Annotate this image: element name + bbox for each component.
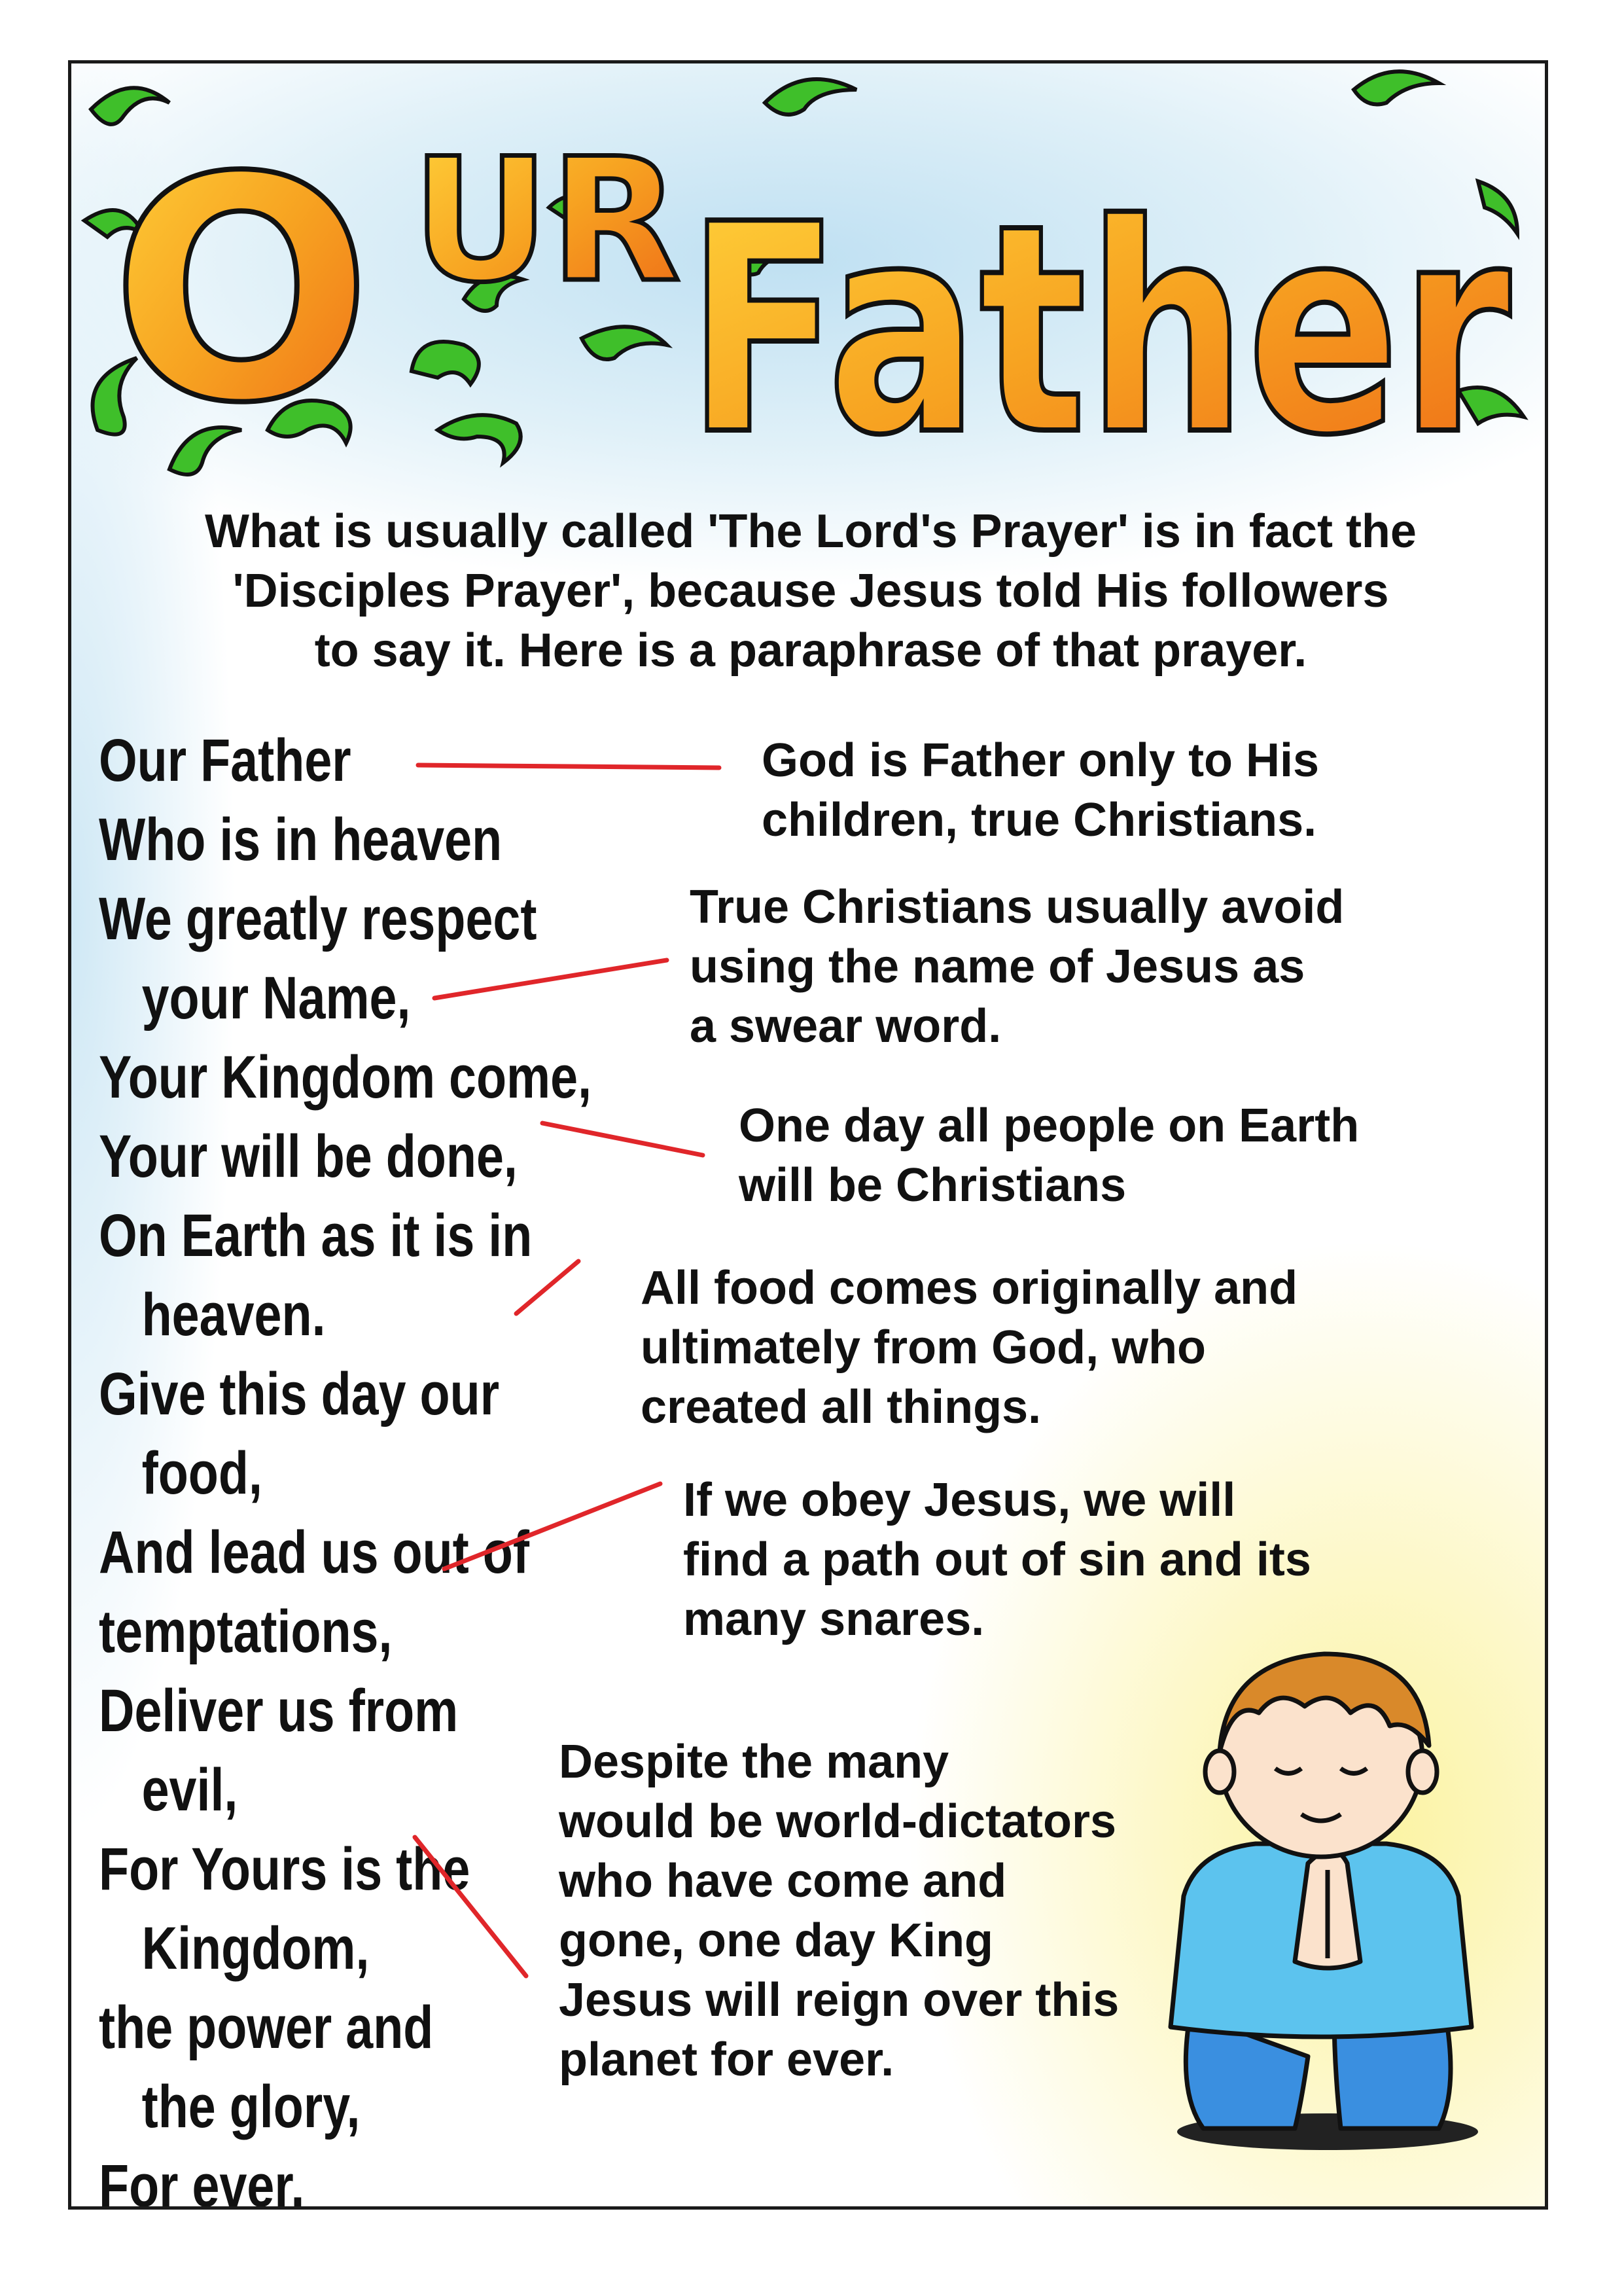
note-line: would be world-dictators — [559, 1795, 1117, 1848]
note-line: True Christians usually avoid — [690, 881, 1345, 933]
connector-father — [418, 765, 719, 768]
prayer-line: food, — [141, 1440, 262, 1507]
intro-line: 'Disciples Prayer', because Jesus told His followers — [232, 565, 1389, 617]
connector-food — [516, 1261, 578, 1314]
prayer-line: Your Kingdom come, — [99, 1044, 592, 1111]
note-line: Jesus will reign over this — [559, 1974, 1120, 2026]
prayer-line: the glory, — [141, 2073, 361, 2140]
note-line: using the name of Jesus as — [690, 941, 1305, 993]
note-line: One day all people on Earth — [739, 1100, 1360, 1152]
prayer-line: Who is in heaven — [99, 806, 503, 873]
prayer-line: On Earth as it is in — [99, 1202, 533, 1269]
note-line: will be Christians — [739, 1159, 1127, 1211]
prayer-line: heaven. — [141, 1282, 326, 1348]
intro-line: to say it. Here is a paraphrase of that prayer. — [314, 624, 1307, 677]
prayer-line: temptations, — [99, 1598, 393, 1665]
note-line: Despite the many — [559, 1736, 949, 1788]
prayer-line: Deliver us from — [99, 1677, 459, 1744]
note-line: created all things. — [641, 1381, 1042, 1433]
prayer-line: Your will be done, — [99, 1123, 518, 1190]
prayer-line: And lead us out of — [99, 1519, 529, 1586]
title-father: Father — [686, 163, 1513, 498]
note-line: a swear word. — [690, 1000, 1002, 1052]
note-line: many snares. — [683, 1593, 985, 1645]
title-letter-o: O — [111, 112, 372, 470]
praying-boy-illustration — [1138, 1647, 1504, 2158]
prayer-line: your Name, — [141, 965, 411, 1031]
note-father — [762, 731, 1319, 850]
note-line: God is Father only to His — [762, 734, 1320, 787]
title-letters-ur: UR — [412, 122, 681, 320]
note-name — [690, 878, 1344, 1056]
note-line: find a path out of sin and its — [683, 1534, 1311, 1586]
prayer-line: Give this day our — [99, 1361, 500, 1427]
prayer-line: Our Father — [99, 727, 351, 794]
poster — [68, 60, 1548, 2210]
connector-temptation — [444, 1484, 660, 1569]
prayer-line: For Yours is the — [99, 1836, 470, 1903]
connector-name — [434, 960, 667, 998]
prayer-line: For ever. — [99, 2153, 305, 2210]
note-line: ultimately from God, who — [641, 1321, 1207, 1374]
note-earth — [739, 1096, 1359, 1215]
note-line: gone, one day King — [559, 1914, 994, 1967]
prayer-line: Kingdom, — [141, 1915, 370, 1982]
note-line: children, true Christians. — [762, 794, 1317, 846]
note-line: All food comes originally and — [641, 1262, 1298, 1314]
connector-kingdom — [415, 1837, 526, 1976]
intro-line: What is usually called 'The Lord's Prayer' is in fact the — [205, 505, 1417, 558]
prayer-line: We greatly respect — [99, 886, 537, 952]
note-line: who have come and — [559, 1855, 1007, 1907]
connector-earth — [542, 1123, 703, 1155]
prayer-line: the power and — [99, 1994, 434, 2061]
note-kingdom — [559, 1732, 1119, 2090]
prayer-line: evil, — [141, 1757, 238, 1823]
note-food — [641, 1259, 1297, 1437]
note-temptation — [683, 1471, 1311, 1649]
note-line: If we obey Jesus, we will — [683, 1474, 1236, 1526]
note-line: planet for ever. — [559, 2034, 894, 2086]
